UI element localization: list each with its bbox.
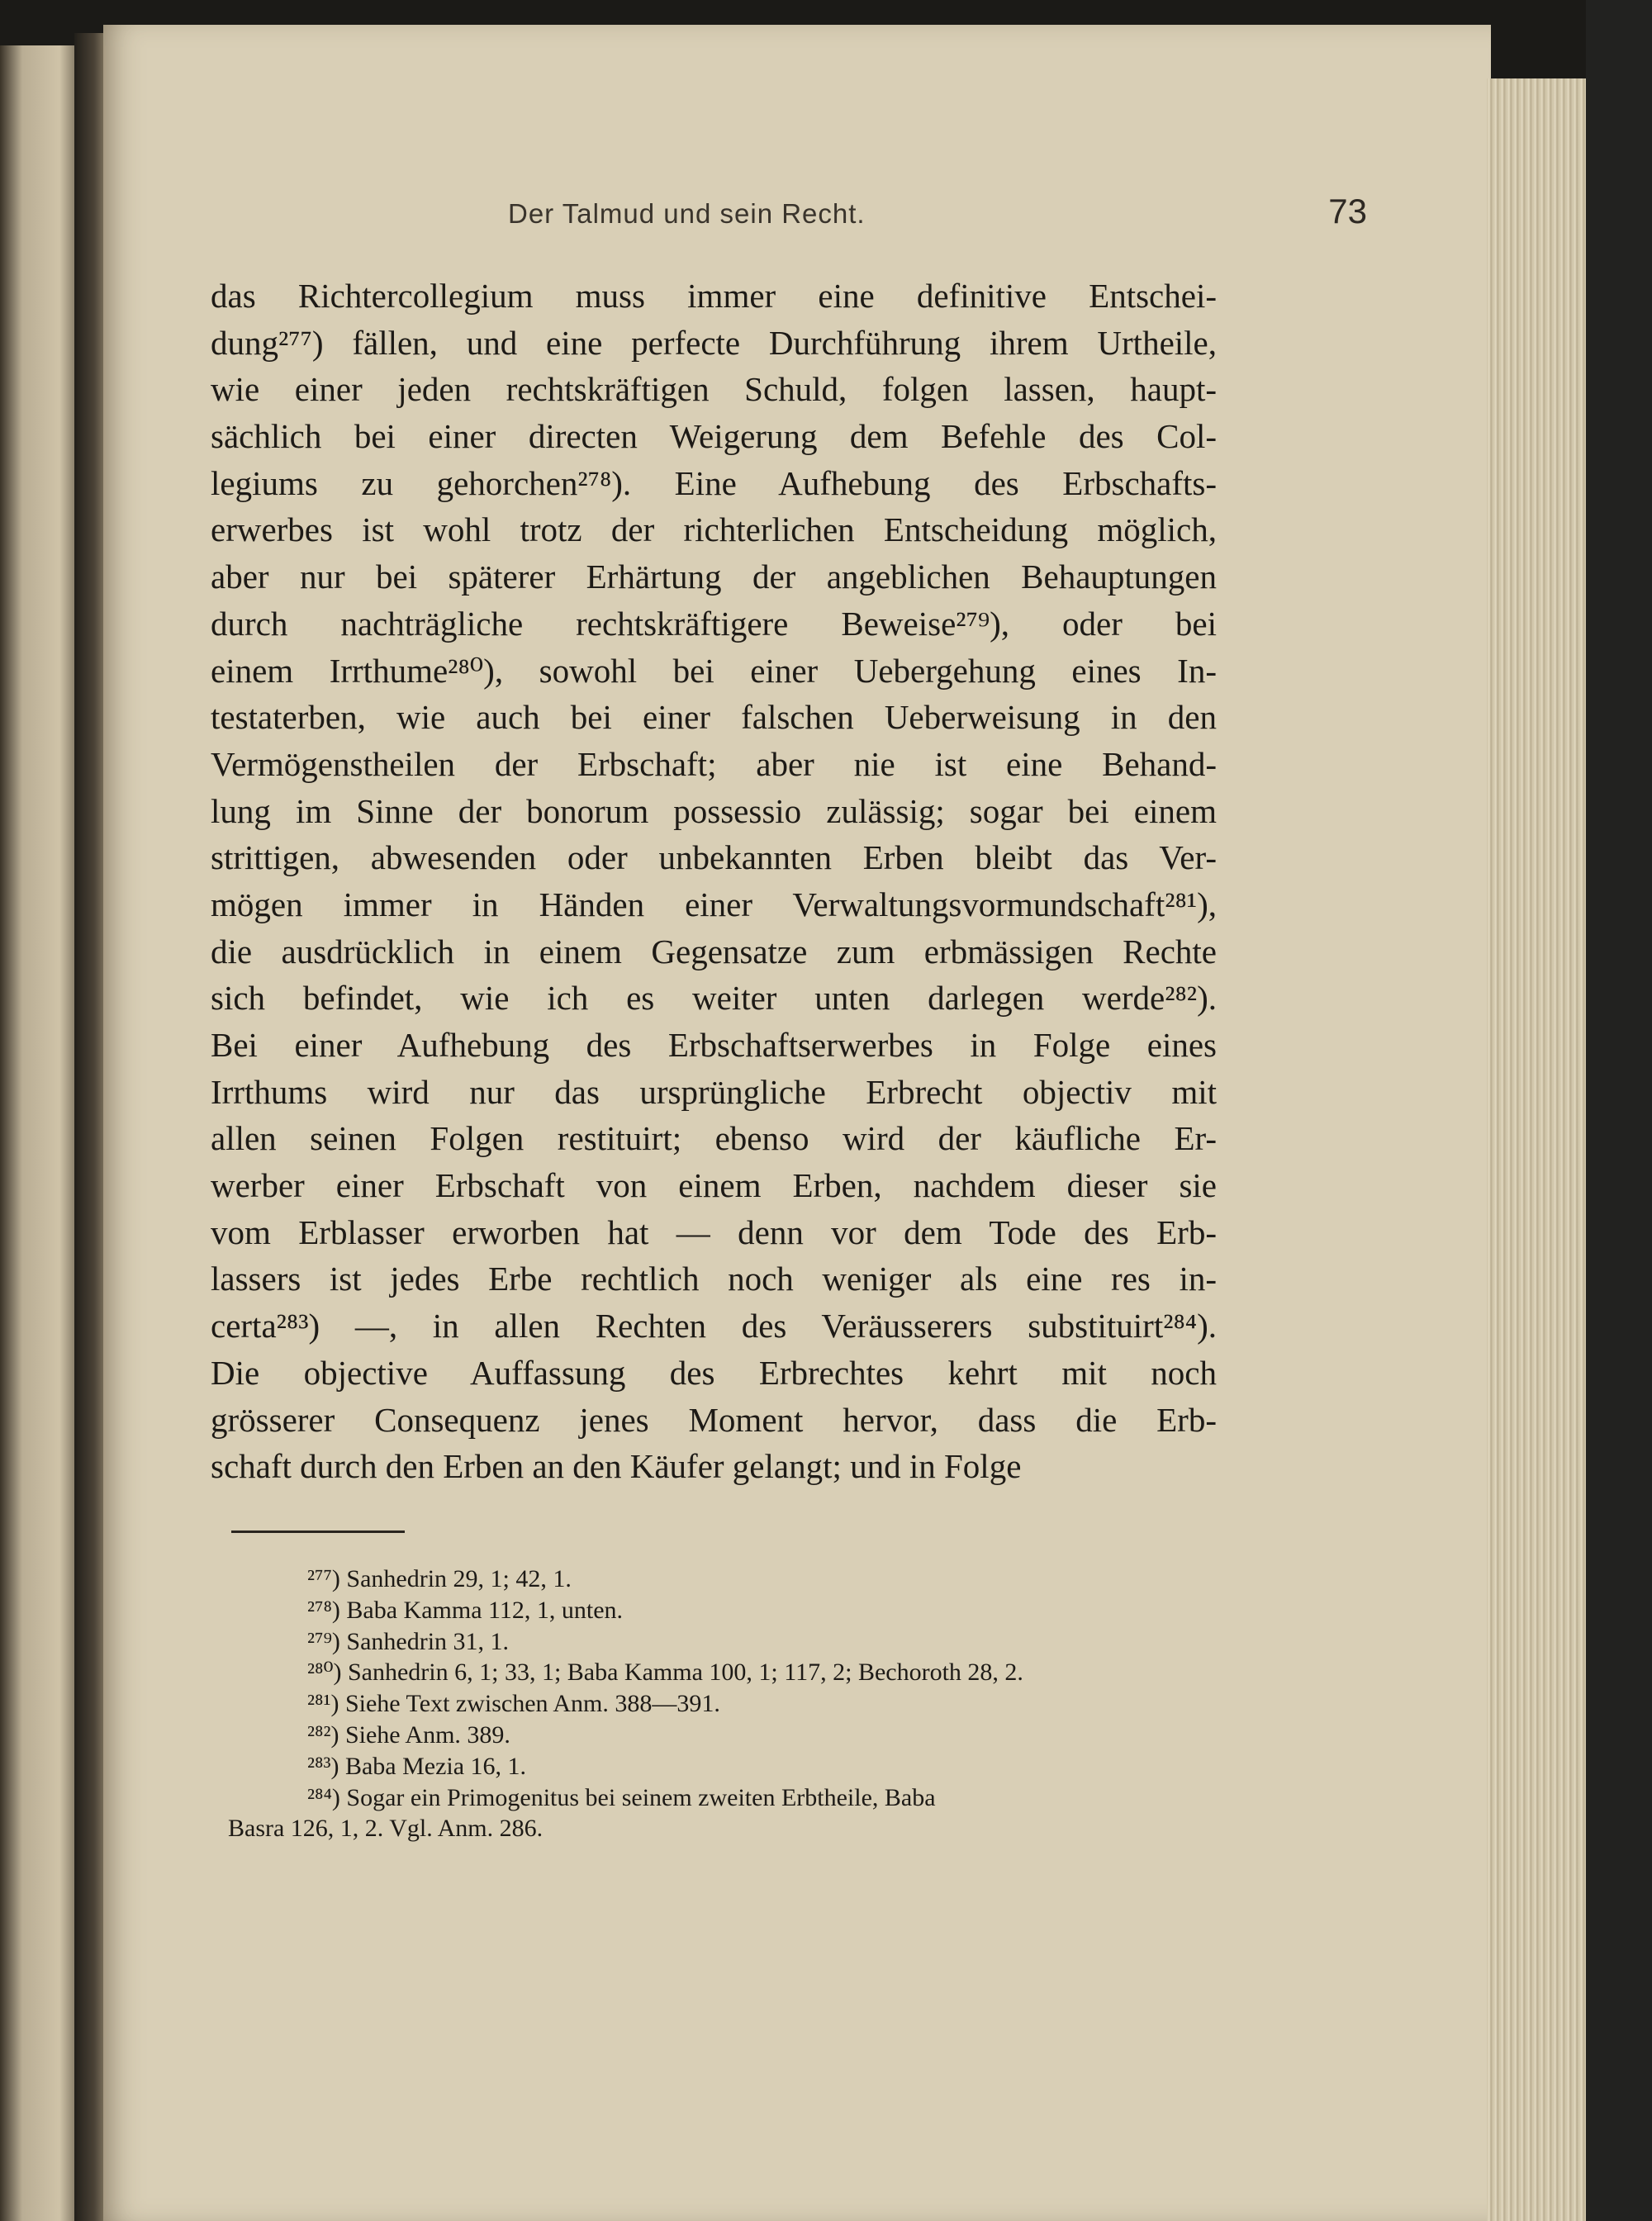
text-line: legiums zu gehorchen²⁷⁸). Eine Aufhebung des Erbschafts- <box>211 463 1217 502</box>
text-line: Vermögenstheilen der Erbschaft; aber nie ist eine Behand- <box>211 744 1217 783</box>
page-number: 73 <box>1328 192 1367 230</box>
page-stack-edge <box>1487 78 1586 2221</box>
text-line: lung im Sinne der bonorum possessio zulässig; sogar bei einem <box>211 791 1217 830</box>
text-line: Irrthums wird nur das ursprüngliche Erbrecht objectiv mit <box>211 1072 1217 1111</box>
footnote: ²⁸²) Siehe Anm. 389. <box>307 1720 510 1749</box>
left-page-edge <box>0 45 74 2221</box>
text-line: dung²⁷⁷) fällen, und eine perfecte Durchführung ihrem Urtheile, <box>211 323 1217 362</box>
footnotes-block <box>228 1564 1217 1844</box>
text-line: mögen immer in Händen einer Verwaltungsvormundschaft²⁸¹), <box>211 885 1217 923</box>
text-line: vom Erblasser erworben hat — denn vor dem Tode des Erb- <box>211 1213 1217 1251</box>
text-line: lassers ist jedes Erbe rechtlich noch weniger als eine res in- <box>211 1260 1217 1298</box>
text-line: Die objective Auffassung des Erbrechtes kehrt mit noch <box>211 1353 1217 1392</box>
main-text-block <box>211 273 1217 1490</box>
text-line: Bei einer Aufhebung des Erbschaftserwerbes in Folge eines <box>211 1026 1217 1064</box>
text-line: sächlich bei einer directen Weigerung dem Befehle des Col- <box>211 417 1217 456</box>
footnote: ²⁸³) Baba Mezia 16, 1. <box>307 1752 527 1780</box>
book-cover-edge <box>1586 0 1652 2221</box>
text-line: einem Irrthume²⁸⁰), sowohl bei einer Uebergehung eines In- <box>211 651 1217 690</box>
text-line: die ausdrücklich in einem Gegensatze zum erbmässigen Rechte <box>211 932 1217 971</box>
running-title: Der Talmud und sein Recht. <box>508 198 866 229</box>
book-gutter <box>74 33 107 2221</box>
text-line: strittigen, abwesenden oder unbekannten Erben bleibt das Ver- <box>211 838 1217 877</box>
text-line: werber einer Erbschaft von einem Erben, nachdem dieser sie <box>211 1166 1217 1205</box>
text-line: wie einer jeden rechtskräftigen Schuld, folgen lassen, haupt- <box>211 370 1217 409</box>
footnote-continuation: Basra 126, 1, 2. Vgl. Anm. 286. <box>228 1815 544 1843</box>
text-line: sich befindet, wie ich es weiter unten darlegen werde²⁸²). <box>211 979 1217 1018</box>
footnote: ²⁸⁴) Sogar ein Primogenitus bei seinem zweiten Erbtheile, Baba <box>307 1783 936 1811</box>
text-line: aber nur bei späterer Erhärtung der angeblichen Behauptungen <box>211 558 1217 596</box>
running-header <box>508 192 1367 248</box>
text-line: schaft durch den Erben an den Käufer gelangt; und in Folge <box>211 1447 1022 1486</box>
text-line: grösserer Consequenz jenes Moment hervor, dass die Erb- <box>211 1400 1217 1439</box>
footnote: ²⁷⁹) Sanhedrin 31, 1. <box>307 1627 510 1655</box>
footnote: ²⁸¹) Siehe Text zwischen Anm. 388—391. <box>307 1690 720 1718</box>
footnote-divider <box>231 1530 405 1533</box>
footnote: ²⁷⁷) Sanhedrin 29, 1; 42, 1. <box>307 1565 572 1592</box>
text-line: durch nachträgliche rechtskräftigere Beweise²⁷⁹), oder bei <box>211 604 1217 643</box>
text-line: erwerbes ist wohl trotz der richterlichen Entscheidung möglich, <box>211 510 1217 549</box>
text-line: certa²⁸³) —, in allen Rechten des Veräusserers substituirt²⁸⁴). <box>211 1307 1217 1345</box>
footnote: ²⁷⁸) Baba Kamma 112, 1, unten. <box>307 1596 624 1624</box>
text-line: testaterben, wie auch bei einer falschen Ueberweisung in den <box>211 698 1217 737</box>
text-line: das Richtercollegium muss immer eine definitive Entschei- <box>211 277 1217 315</box>
text-line: allen seinen Folgen restituirt; ebenso wird der käufliche Er- <box>211 1119 1217 1158</box>
footnote: ²⁸⁰) Sanhedrin 6, 1; 33, 1; Baba Kamma 100, 1; 117, 2; Bechoroth 28, 2. <box>307 1659 1023 1687</box>
